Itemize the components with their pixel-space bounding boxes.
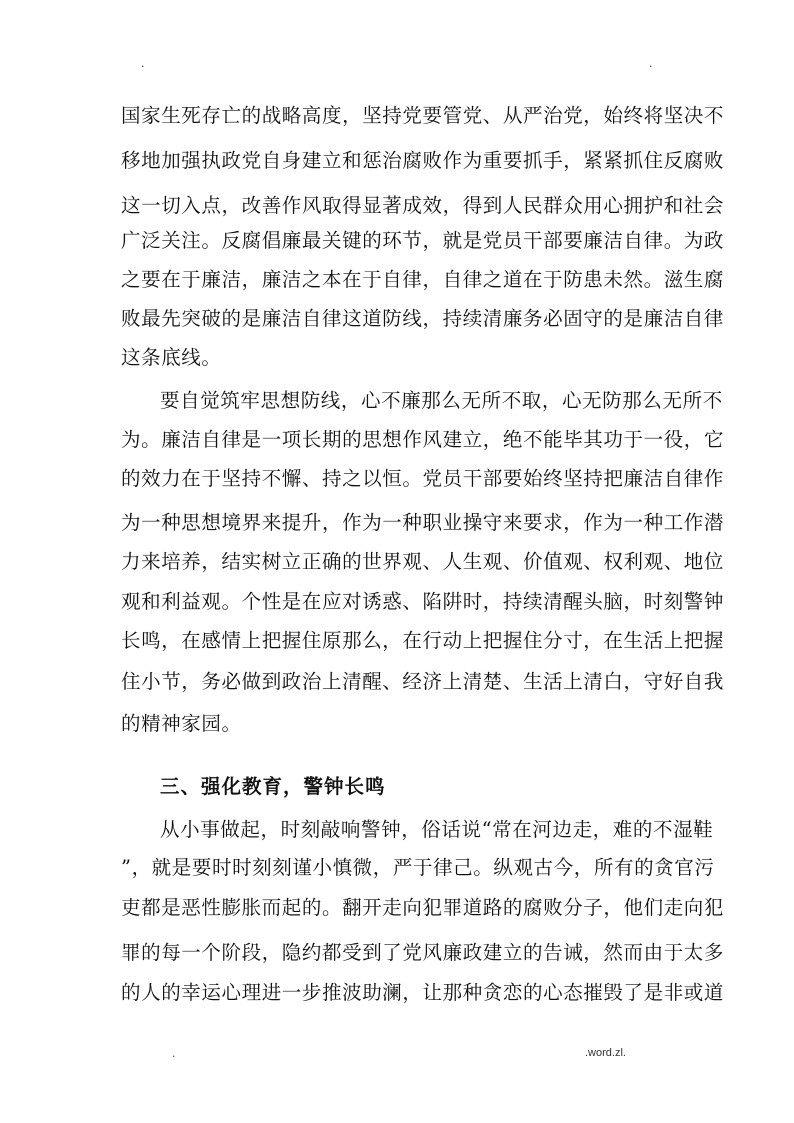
text-line: 的人的幸运心理进一步推波助澜，让那种贪恋的心态摧毁了是非或道 — [121, 981, 725, 1004]
text-line: 移地加强执政党自身建立和惩治腐败作为重要抓手，紧紧抓住反腐败 — [121, 149, 725, 172]
text-line: 国家生死存亡的战略高度，坚持党要管党、从严治党，始终将坚决不 — [121, 104, 725, 127]
text-line: 观和利益观。个性是在应对诱惑、陷阱时，持续清醒头脑，时刻警钟 — [121, 590, 725, 613]
section-heading: 三、强化教育，警钟长鸣 — [160, 775, 386, 798]
text-line: 之要在于廉洁，廉洁之本在于自律，自律之道在于防患未然。滋生腐 — [121, 268, 725, 291]
text-line: 罪的每一个阶段，隐约都受到了党风廉政建立的告诫，然而由于太多 — [121, 941, 725, 964]
text-line: 这条底线。 — [121, 346, 222, 369]
text-line: 长鸣，在感情上把握住原那么，在行动上把握住分寸，在生活上把握 — [121, 629, 725, 652]
text-line: 为。廉洁自律是一项长期的思想作风建立，绝不能毕其功于一役，它 — [121, 428, 725, 451]
header-left-mark: . — [141, 57, 145, 70]
text-line: 要自觉筑牢思想防线，心不廉那么无所不取，心无防那么无所不 — [160, 389, 723, 412]
text-line: 从小事做起，时刻敲响警钟，俗话说“常在河边走，难的不湿鞋 — [160, 818, 714, 841]
footer-left-mark: . — [172, 1047, 176, 1060]
text-line: 为一种思想境界来提升，作为一种职业操守来要求，作为一种工作潜 — [121, 511, 725, 534]
text-line: 这一切入点，改善作风取得显著成效，得到人民群众用心拥护和社会 — [121, 194, 725, 217]
text-line: 力来培养，结实树立正确的世界观、人生观、价值观、权利观、地位 — [121, 550, 725, 573]
text-line: 的精神家园。 — [121, 712, 242, 735]
text-line: 败最先突破的是廉洁自律这道防线，持续清廉务必固守的是廉洁自律 — [121, 307, 725, 330]
text-line: 吏都是恶性膨胀而起的。翻开走向犯罪道路的腐败分子，他们走向犯 — [121, 896, 725, 919]
header-right-mark: . — [649, 57, 653, 70]
footer-text: .word.zl. — [585, 1047, 626, 1059]
text-line: 住小节，务必做到政治上清醒、经济上清楚、生活上清白，守好自我 — [121, 670, 725, 693]
text-line: ”，就是要时时刻刻谨小慎微，严于律己。纵观古今，所有的贪官污 — [121, 856, 715, 879]
text-line: 的效力在于坚持不懈、持之以恒。党员干部要始终坚持把廉洁自律作 — [121, 467, 725, 490]
text-line: 广泛关注。反腐倡廉最关键的环节，就是党员干部要廉洁自律。为政 — [121, 229, 725, 252]
